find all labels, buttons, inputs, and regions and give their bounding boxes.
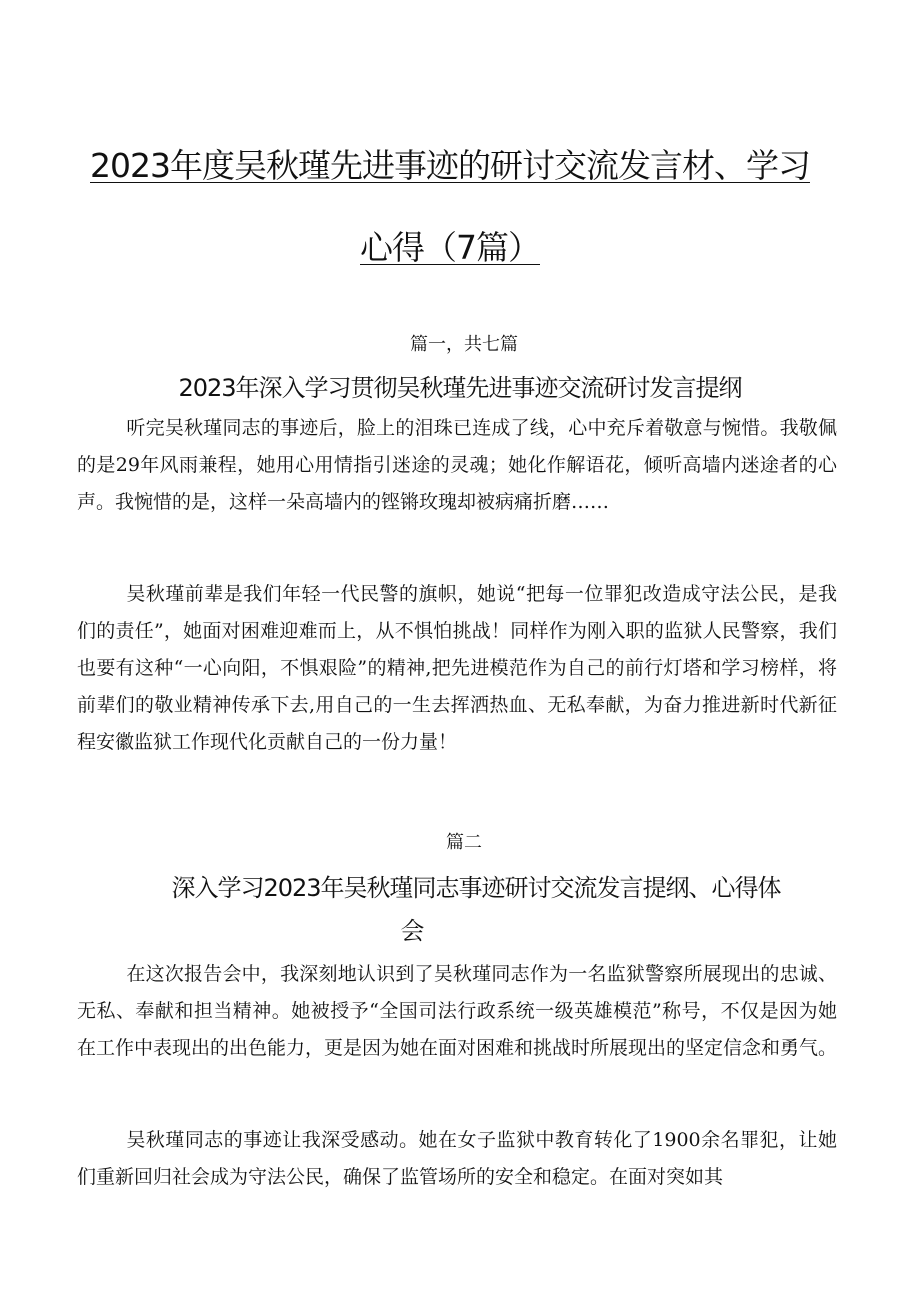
part-1-label: 篇一，共七篇 [410,334,518,355]
part-1-heading: 2023年深入学习贯彻吴秋瑾先进事迹交流研讨发言提纲 [178,374,742,402]
part-2-heading-line-2: 会 [400,917,424,945]
part-1-paragraph-1: 听完吴秋瑾同志的事迹后，脸上的泪珠已连成了线，心中充斥着敬意与惋惜。我敬佩的是29年风雨兼程，她用心用情指引迷途的灵魂；她化作解语花，倾听高墙内迷途者的心声。我惋惜的是，这样一朵高墙内的铿锵玫瑰却被病痛折磨…… [77,417,837,513]
part-2-label: 篇二 [446,832,482,853]
part-1-paragraph-2: 吴秋瑾前辈是我们年轻一代民警的旗帜，她说“把每一位罪犯改造成守法公民，是我们的责任”，她面对困难迎难而上，从不惧怕挑战！同样作为刚入职的监狱人民警察，我们也要有这种“一心向阳，不惧艰险”的精神,把先进模范作为自己的前行灯塔和学习榜样，将前辈们的敬业精神传承下去,用自己的一生去挥洒热血、无私奉献，为奋力推进新时代新征程安徽监狱工作现代化贡献自己的一份力量！ [77,583,837,753]
part-2-paragraph-1: 在这次报告会中，我深刻地认识到了吴秋瑾同志作为一名监狱警察所展现出的忠诚、无私、奉献和担当精神。她被授予“全国司法行政系统一级英雄模范”称号，不仅是因为她在工作中表现出的出色能力，更是因为她在面对困难和挑战时所展现出的坚定信念和勇气。 [77,963,838,1059]
part-2-paragraph-2: 吴秋瑾同志的事迹让我深受感动。她在女子监狱中教育转化了1900余名罪犯，让她们重新回归社会成为守法公民，确保了监管场所的安全和稳定。在面对突如其 [77,1129,837,1188]
part-2-heading-line-1: 深入学习2023年吴秋瑾同志事迹研讨交流发言提纲、心得体 [171,874,781,902]
document-title-line-2: 心得（7篇） [360,228,540,267]
document-title-line-1: 2023年度吴秋瑾先进事迹的研讨交流发言材、学习 [90,146,810,185]
